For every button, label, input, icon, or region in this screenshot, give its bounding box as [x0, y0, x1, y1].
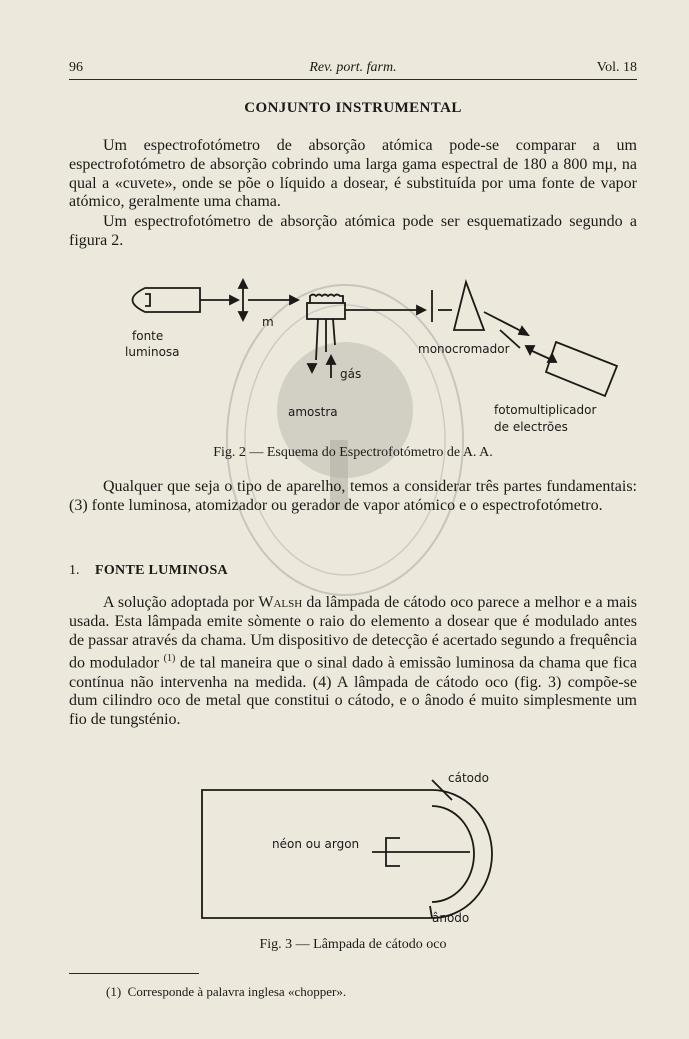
label-luminosa: luminosa: [125, 345, 180, 359]
journal-name: Rev. port. farm.: [309, 60, 397, 75]
label-catodo: cátodo: [448, 771, 489, 785]
label-m: m: [262, 315, 274, 329]
footnote-rule: [69, 973, 199, 974]
section-title: CONJUNTO INSTRUMENTAL: [244, 100, 462, 116]
intro-paragraph-1: Um espectrofotómetro de absorção atómica pode-se comparar a um espectrofotómetro de absorção cobrindo uma larga gama espectral de 180 a 800 mμ, na qual a «cuvete», onde se põe o líquido a dosear, é substituída por uma fonte de vapor atómico, geralmente uma chama.: [69, 137, 637, 211]
label-anodo: ânodo: [432, 911, 470, 925]
volume-label: Vol. 18: [596, 60, 637, 75]
paragraph-tres-partes: Qualquer que seja o tipo de aparelho, temos a considerar três partes fundamentais: (3) fonte luminosa, atomizador ou gerador de vapor atómico e o espectrofotómetro.: [69, 478, 637, 514]
page-number: 96: [69, 60, 83, 75]
label-monocromador: monocromador: [418, 342, 510, 356]
author-walsh: Walsh: [258, 594, 303, 611]
label-neon-argon: néon ou argon: [272, 837, 360, 851]
figure-2-caption: Fig. 2 — Esquema do Espectrofotómetro de A. A.: [213, 445, 493, 460]
footnote: (1) Corresponde à palavra inglesa «chopper».: [106, 984, 347, 999]
label-gas: gás: [340, 367, 362, 381]
footnote-ref: (1): [163, 653, 176, 665]
label-fotomultiplicador: fotomultiplicador: [494, 403, 597, 417]
label-electroes: de electrões: [494, 420, 568, 434]
label-amostra: amostra: [288, 405, 338, 419]
intro-paragraph-2: Um espectrofotómetro de absorção atómica pode ser esquematizado segundo a figura 2.: [69, 213, 637, 249]
label-fonte: fonte: [132, 329, 164, 343]
section-1-paragraph: A solução adoptada por Walsh da lâmpada de cátodo oco parece a melhor e a mais usada. Esta lâmpada emite sòmente o raio do elemento a dosear que é modulado antes de passar através da chama. Um dispositivo de detecção é acertado segundo a frequência do modulador $^{(1)}$ de tal maneira que o sinal dado à emissão luminosa da chama que fica contínua não intervenha na medida. (4) A lâmpada de cátodo oco (fig. 3) compõe-se dum cilindro oco de metal que constitui o cátodo, e o ânodo é muito simplesmente um fio de tungsténio.: [69, 594, 638, 729]
section-1-heading: 1. FONTE LUMINOSA: [69, 563, 228, 578]
figure-3-caption: Fig. 3 — Lâmpada de cátodo oco: [259, 937, 447, 952]
